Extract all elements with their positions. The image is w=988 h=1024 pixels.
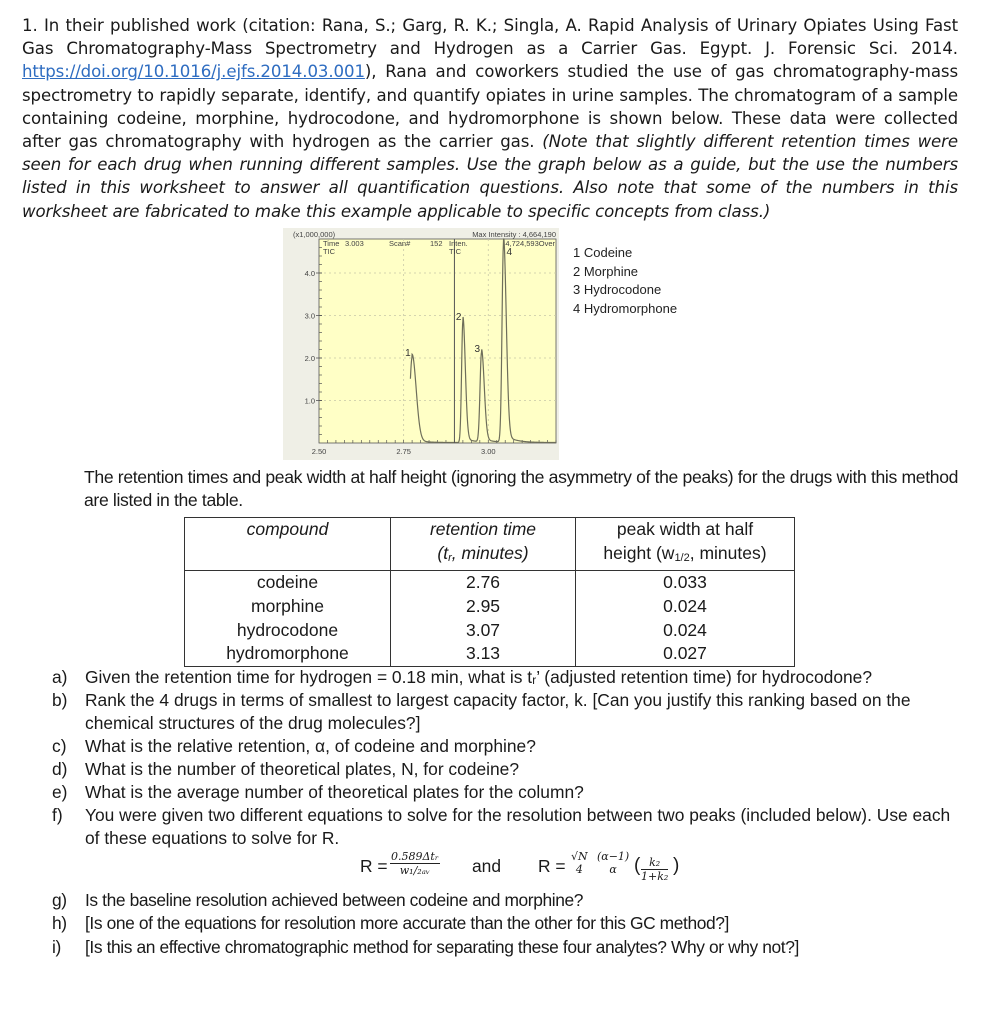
question-text: [Is one of the equations for resolution more accurate than the other for this GC method?] [85,913,729,934]
legend-item: 1 Codeine [573,245,633,260]
tic-label-left: TIC [323,247,336,256]
x-tick-label: 2.75 [396,447,411,456]
question-label: a) [52,667,68,687]
x-tick-label: 2.50 [311,447,327,456]
eq2-k-num: k₂ [641,856,668,870]
intro-paragraph [22,14,958,223]
italic-note: (Note that slightly different retention times were seen for each drug when running different samples. Use the graph below as a guide, but the use the numbers listed in this worksheet to answer all quantification questions. Also note that some of the numbers in this worksheet are fabricated to make this example applicable to specific concepts from class.) [22,132,958,221]
max-intensity-label: Max Intensity : 4,664,190 [472,230,556,239]
time-label: Time [323,239,340,248]
question-number: 1. [22,16,38,35]
question-label: h) [52,913,67,934]
cell-retention-time: 2.76 [391,571,576,595]
cell-compound: hydromorphone [185,642,391,666]
header-peak-width: peak width at half height ($w_{1/2}$, minutes) [576,518,795,571]
eq2-alpha-den: α [609,863,617,876]
eq1-fraction [390,850,440,877]
cell-compound: hydrocodone [185,619,391,643]
inten-label: Inten. [449,239,468,248]
legend-item: 2 Morphine [573,263,639,279]
question-label: b) [52,690,68,710]
retention-table [184,517,795,667]
question-list-2 [52,889,962,959]
eq2-close-paren: ) [673,855,680,876]
cell-compound: morphine [185,595,391,619]
header-retention-time: retention time ($t_r$, minutes) [391,518,576,571]
eq2-open-paren: ( [634,855,641,876]
peak-label: 2 [455,311,462,323]
cell-retention-time: 3.13 [391,642,576,666]
time-value: 3.003 [345,239,364,248]
y-tick-label: 2.0 [304,354,315,363]
question-text: Given the retention time for hydrogen = 0.18 min, what is tᵣ’ (adjusted retention time) for hydrocodone? [85,667,873,687]
question-text: Rank the 4 drugs in terms of smallest to largest capacity factor, k. [Can you justify this ranking based on the chemical structures of the drug molecules?] [85,690,911,733]
cell-retention-time: 3.07 [391,619,576,643]
eq2-k-den: 1+k₂ [641,870,669,883]
question-text: What is the average number of theoretical plates for the column? [85,782,584,802]
scan-label: Scan# [389,239,411,248]
chart-legend [573,244,677,318]
cell-peak-width: 0.024 [576,595,795,619]
question-item [52,804,962,850]
question-label: e) [52,782,68,802]
question-item [52,889,962,912]
question-item [52,936,962,959]
eq1-r-label: R = [360,856,388,876]
legend-item: 3 Hydrocodone [573,282,662,297]
y-tick-label: 3.0 [304,311,315,321]
cell-peak-width: 0.027 [576,642,795,666]
table-row [185,642,795,666]
legend-item: 4 Hydromorphone [573,300,678,316]
eq2-sqrt-n: √N [571,850,588,863]
inten-value: 4,724,593Over [505,239,555,248]
eq2-alpha-num: (α−1) [597,850,630,863]
eq2-four: 4 [575,863,583,876]
y-tick-label: 1.0 [304,396,315,406]
cell-peak-width: 0.033 [576,571,795,595]
intro-text-continued: ), Rana and coworkers studied the use of gas chromatography-mass spectrometry to rapidly separate, identify, and quantify opiates in urine samples. The chromatogram of a sample containing codeine, morphine, hydrocodone, and hydromorphone is shown below. These data were collected after gas chromatography with hydrogen as the carrier gas. [22,62,958,152]
scale-label: (x1,000,000) [293,230,336,239]
eq2-sqrt-fraction [570,850,589,876]
question-item [52,735,962,758]
resolution-equations [360,846,720,890]
question-item [52,781,962,804]
y-tick-label: 4.0 [304,269,315,278]
question-label: d) [52,759,68,779]
scan-value: 152 [430,239,443,248]
table-header-row [185,518,795,571]
cell-retention-time: 2.95 [391,595,576,619]
cell-compound: codeine [185,571,391,595]
question-item [52,666,962,689]
question-label: f) [52,805,63,825]
table-row [185,571,795,595]
chromatogram [283,228,559,460]
question-item [52,689,962,735]
doi-link[interactable]: https://doi.org/10.1016/j.ejfs.2014.03.001 [22,62,365,82]
question-item [52,758,962,781]
plot-area [319,239,556,443]
tic-label-right: TIC [449,247,462,256]
question-label: c) [52,736,67,756]
chromatogram-svg [283,228,559,460]
question-item [52,912,962,935]
table-row [185,595,795,619]
question-text: You were given two different equations to solve for the resolution between two peaks (included below). Use each of these equations to solve for R. [85,805,951,848]
question-text: [Is this an effective chromatographic method for separating these four analytes? Why or why not?] [85,936,799,957]
cell-peak-width: 0.024 [576,619,795,643]
peak-label: 4 [506,246,513,258]
table-row [185,619,795,643]
eq2-r-label: R = [538,856,566,876]
intro-text: In their published work (citation: Rana, S.; Garg, R. K.; Singla, A. Rapid Analysis of Urinary Opiates Using Fast Gas Chromatography-Mass Spectrometry and Hydrogen as a Carrier Gas. Egypt. J. Forensic Sci. 2014. [22,16,958,59]
eq-and: and [472,856,502,876]
question-label: i) [52,936,61,957]
peak-label: 3 [474,343,481,355]
eq1-denominator: w₁/₂ₐᵥ [399,864,430,877]
question-label: g) [52,890,67,910]
table-caption: The retention times and peak width at half height (ignoring the asymmetry of the peaks) for the drugs with this method are listed in the table. [84,467,959,510]
question-list [52,666,962,850]
eq1-numerator: 0.589Δtᵣ [391,850,439,863]
question-text: What is the relative retention, α, of codeine and morphine? [85,736,536,756]
eq2-k-fraction [641,856,668,883]
peak-label: 1 [405,348,411,359]
eq2-alpha-fraction [596,850,630,876]
question-text: What is the number of theoretical plates, N, for codeine? [85,759,520,779]
x-tick-label: 3.00 [480,447,496,456]
question-text: Is the baseline resolution achieved between codeine and morphine? [85,890,584,910]
header-compound: compound [185,518,391,571]
